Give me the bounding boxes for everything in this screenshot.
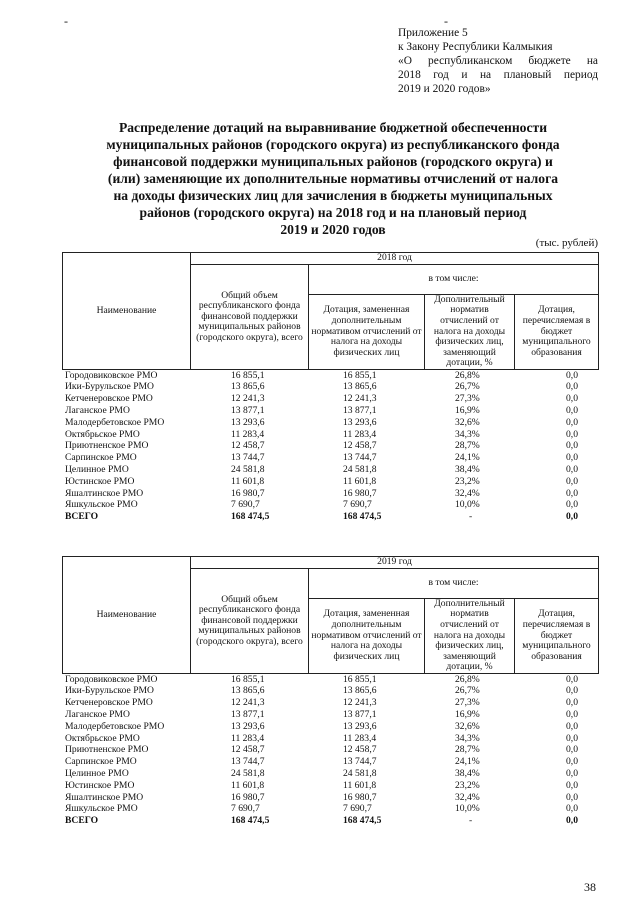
table-cell: 0,0 (515, 768, 599, 780)
table-row (63, 709, 599, 721)
header-including: в том числе: (309, 569, 599, 599)
table-cell: 26,7% (425, 686, 515, 698)
units-label: (тыс. рублей) (535, 237, 598, 249)
table-cell: 0,0 (515, 721, 599, 733)
table-cell: 7 690,7 (309, 804, 425, 816)
table-cell: 16 855,1 (309, 674, 425, 686)
table-cell: 23,2% (425, 476, 515, 488)
header-row (63, 253, 599, 265)
table-cell: Приютненское РМО (63, 745, 191, 757)
table-cell: 27,3% (425, 698, 515, 710)
table-cell: 12 458,7 (191, 441, 309, 453)
table-row (63, 757, 599, 769)
table-cell: 11 283,4 (309, 733, 425, 745)
table-cell: 16 980,7 (309, 792, 425, 804)
table-cell: Лаганское РМО (63, 709, 191, 721)
table-cell: 38,4% (425, 768, 515, 780)
table-cell: 11 283,4 (309, 429, 425, 441)
table-cell: 24 581,8 (191, 768, 309, 780)
table-cell: Городовиковское РМО (63, 674, 191, 686)
table-cell: 0,0 (515, 733, 599, 745)
table-cell: 12 458,7 (309, 441, 425, 453)
table-2018 (62, 252, 599, 523)
table-cell: Кетченеровское РМО (63, 698, 191, 710)
table-row (63, 441, 599, 453)
appendix-line: Приложение 5 (398, 27, 468, 39)
table-cell: 0,0 (515, 453, 599, 465)
table-cell: 28,7% (425, 441, 515, 453)
table-cell: Целинное РМО (63, 464, 191, 476)
total-cell: ВСЕГО (63, 512, 191, 524)
table-cell: 32,4% (425, 488, 515, 500)
table-cell: 16,9% (425, 405, 515, 417)
header-transfer: Дотация, перечисляемая в бюджет муниципального образования (515, 294, 599, 369)
table-cell: 10,0% (425, 804, 515, 816)
header-name: Наименование (63, 557, 191, 674)
table-row (63, 768, 599, 780)
table-cell: 24 581,8 (309, 464, 425, 476)
table-cell: 11 601,8 (309, 780, 425, 792)
table-cell: 13 877,1 (191, 709, 309, 721)
table-row (63, 370, 599, 382)
appendix-line: к Закону Республики Калмыкия (398, 41, 553, 53)
table-cell: 12 458,7 (191, 745, 309, 757)
table-cell: 12 241,3 (309, 698, 425, 710)
table-cell: 0,0 (515, 757, 599, 769)
table-cell: 16,9% (425, 709, 515, 721)
table-cell: Яшкульское РМО (63, 500, 191, 512)
table-cell: 16 980,7 (191, 792, 309, 804)
table-cell: 13 865,6 (309, 382, 425, 394)
table-cell: 26,7% (425, 382, 515, 394)
document-title (78, 119, 588, 238)
appendix-line: 2018 год и на плановый период (398, 69, 598, 81)
table-cell: 13 744,7 (309, 757, 425, 769)
total-cell: 168 474,5 (309, 816, 425, 828)
table-cell: 0,0 (515, 792, 599, 804)
title-line: финансовой поддержки муниципальных районов (городского округа) и (113, 154, 553, 169)
table-cell: 13 293,6 (191, 417, 309, 429)
header-subsidy: Дотация, замененная дополнительным нормативом отчислений от налога на доходы физических лиц (309, 598, 425, 673)
table-cell: 0,0 (515, 500, 599, 512)
header-year: 2018 год (191, 253, 599, 265)
table-cell: 13 877,1 (191, 405, 309, 417)
total-row (63, 512, 599, 524)
table-cell: Яшкульское РМО (63, 804, 191, 816)
total-cell: - (425, 512, 515, 524)
table-cell: 12 241,3 (191, 394, 309, 406)
table-cell: 0,0 (515, 709, 599, 721)
table-cell: Ики-Бурульское РМО (63, 686, 191, 698)
table-cell: 0,0 (515, 698, 599, 710)
table-cell: 13 877,1 (309, 405, 425, 417)
table-cell: 11 283,4 (191, 429, 309, 441)
page-number: 38 (584, 880, 596, 894)
table-row (63, 405, 599, 417)
table-cell: 13 293,6 (309, 721, 425, 733)
table-cell: 0,0 (515, 476, 599, 488)
table-cell: 0,0 (515, 804, 599, 816)
table-cell: 7 690,7 (309, 500, 425, 512)
table-cell: 12 241,3 (191, 698, 309, 710)
table-cell: 11 601,8 (309, 476, 425, 488)
table-row (63, 698, 599, 710)
table-cell: 0,0 (515, 405, 599, 417)
table-cell: 0,0 (515, 674, 599, 686)
table-cell: 0,0 (515, 780, 599, 792)
table-2019 (62, 556, 599, 827)
table-cell: 23,2% (425, 780, 515, 792)
table-cell: 13 744,7 (191, 757, 309, 769)
table-cell: 13 293,6 (191, 721, 309, 733)
table-row (63, 780, 599, 792)
title-line: (или) заменяющие их дополнительные нормативы отчислений от налога (107, 171, 559, 186)
table-cell: 13 877,1 (309, 709, 425, 721)
table-row (63, 674, 599, 686)
table-row (63, 500, 599, 512)
table-row (63, 394, 599, 406)
table-cell: Приютненское РМО (63, 441, 191, 453)
table-cell: 38,4% (425, 464, 515, 476)
table-row (63, 804, 599, 816)
header-row (63, 557, 599, 569)
table-cell: 13 865,6 (191, 382, 309, 394)
table-row (63, 721, 599, 733)
table-cell: Сарпинское РМО (63, 757, 191, 769)
table-cell: Октябрьское РМО (63, 429, 191, 441)
table-cell: Городовиковское РМО (63, 370, 191, 382)
table-row (63, 429, 599, 441)
table-cell: Целинное РМО (63, 768, 191, 780)
table-cell: Юстинское РМО (63, 780, 191, 792)
table-row (63, 733, 599, 745)
table-cell: Яшалтинское РМО (63, 488, 191, 500)
table-cell: 16 980,7 (191, 488, 309, 500)
total-cell: 0,0 (515, 816, 599, 828)
header-norm: Дополнительный норматив отчислений от налога на доходы физических лиц, заменяющий дотации, % (425, 294, 515, 369)
table-row (63, 745, 599, 757)
total-cell: ВСЕГО (63, 816, 191, 828)
total-row (63, 816, 599, 828)
table-cell: 16 855,1 (309, 370, 425, 382)
table-cell: 0,0 (515, 370, 599, 382)
table-cell: 11 601,8 (191, 780, 309, 792)
table-cell: Юстинское РМО (63, 476, 191, 488)
table-cell: Яшалтинское РМО (63, 792, 191, 804)
table-cell: 27,3% (425, 394, 515, 406)
scan-mark-left: - (64, 14, 68, 28)
table-cell: 0,0 (515, 429, 599, 441)
table-row (63, 382, 599, 394)
table-cell: Кетченеровское РМО (63, 394, 191, 406)
title-line: Распределение дотаций на выравнивание бюджетной обеспеченности (118, 120, 548, 135)
table-row (63, 464, 599, 476)
header-transfer: Дотация, перечисляемая в бюджет муниципального образования (515, 598, 599, 673)
table-cell: 34,3% (425, 429, 515, 441)
table-cell: 0,0 (515, 441, 599, 453)
table-cell: 0,0 (515, 686, 599, 698)
table-cell: Лаганское РМО (63, 405, 191, 417)
total-cell: 168 474,5 (309, 512, 425, 524)
table-cell: 7 690,7 (191, 500, 309, 512)
table-cell: 26,8% (425, 674, 515, 686)
table-cell: 10,0% (425, 500, 515, 512)
title-line: муниципальных районов (городского округа) из республиканского фонда (106, 137, 560, 152)
table-cell: 16 855,1 (191, 370, 309, 382)
table-row (63, 417, 599, 429)
total-cell: - (425, 816, 515, 828)
total-cell: 168 474,5 (191, 816, 309, 828)
table-cell: 13 293,6 (309, 417, 425, 429)
table-cell: 0,0 (515, 394, 599, 406)
table-cell: 11 283,4 (191, 733, 309, 745)
table-row (63, 792, 599, 804)
header-including: в том числе: (309, 265, 599, 295)
table-row (63, 476, 599, 488)
table-cell: 0,0 (515, 745, 599, 757)
title-line: 2019 и 2020 годов (280, 222, 386, 237)
table-cell: 13 744,7 (191, 453, 309, 465)
table-row (63, 488, 599, 500)
header-name: Наименование (63, 253, 191, 370)
table-cell: 13 865,6 (309, 686, 425, 698)
table-cell: 0,0 (515, 464, 599, 476)
appendix-note (398, 26, 598, 96)
appendix-line: 2019 и 2020 годов» (398, 83, 491, 95)
table-cell: 0,0 (515, 488, 599, 500)
header-subsidy: Дотация, замененная дополнительным нормативом отчислений от налога на доходы физических лиц (309, 294, 425, 369)
header-total: Общий объем республиканского фонда финансовой поддержки муниципальных районов (городского округа), всего (191, 265, 309, 370)
header-total: Общий объем республиканского фонда финансовой поддержки муниципальных районов (городского округа), всего (191, 569, 309, 674)
table-cell: 0,0 (515, 417, 599, 429)
table-cell: 26,8% (425, 370, 515, 382)
total-cell: 0,0 (515, 512, 599, 524)
table-cell: Октябрьское РМО (63, 733, 191, 745)
table-cell: 24,1% (425, 757, 515, 769)
table-cell: 28,7% (425, 745, 515, 757)
table-cell: 13 865,6 (191, 686, 309, 698)
total-cell: 168 474,5 (191, 512, 309, 524)
table-cell: 32,4% (425, 792, 515, 804)
table-cell: Малодербетовское РМО (63, 417, 191, 429)
table-cell: Сарпинское РМО (63, 453, 191, 465)
table-cell: 32,6% (425, 721, 515, 733)
table-cell: Малодербетовское РМО (63, 721, 191, 733)
table-row (63, 453, 599, 465)
table-row (63, 686, 599, 698)
table-cell: 16 855,1 (191, 674, 309, 686)
header-year: 2019 год (191, 557, 599, 569)
table-cell: 24 581,8 (309, 768, 425, 780)
appendix-line: «О республиканском бюджете на (398, 55, 598, 67)
table-cell: 32,6% (425, 417, 515, 429)
table-cell: 7 690,7 (191, 804, 309, 816)
header-norm: Дополнительный норматив отчислений от налога на доходы физических лиц, заменяющий дотации, % (425, 598, 515, 673)
table-cell: 24,1% (425, 453, 515, 465)
table-cell: 16 980,7 (309, 488, 425, 500)
table-cell: Ики-Бурульское РМО (63, 382, 191, 394)
table-cell: 34,3% (425, 733, 515, 745)
table-cell: 24 581,8 (191, 464, 309, 476)
table-cell: 13 744,7 (309, 453, 425, 465)
table-cell: 12 241,3 (309, 394, 425, 406)
table-cell: 11 601,8 (191, 476, 309, 488)
scan-mark-right: - (444, 14, 448, 28)
table-cell: 12 458,7 (309, 745, 425, 757)
title-line: на доходы физических лиц для зачисления в бюджеты муниципальных (113, 188, 553, 203)
table-cell: 0,0 (515, 382, 599, 394)
title-line: районов (городского округа) на 2018 год и на плановый период (139, 205, 527, 220)
